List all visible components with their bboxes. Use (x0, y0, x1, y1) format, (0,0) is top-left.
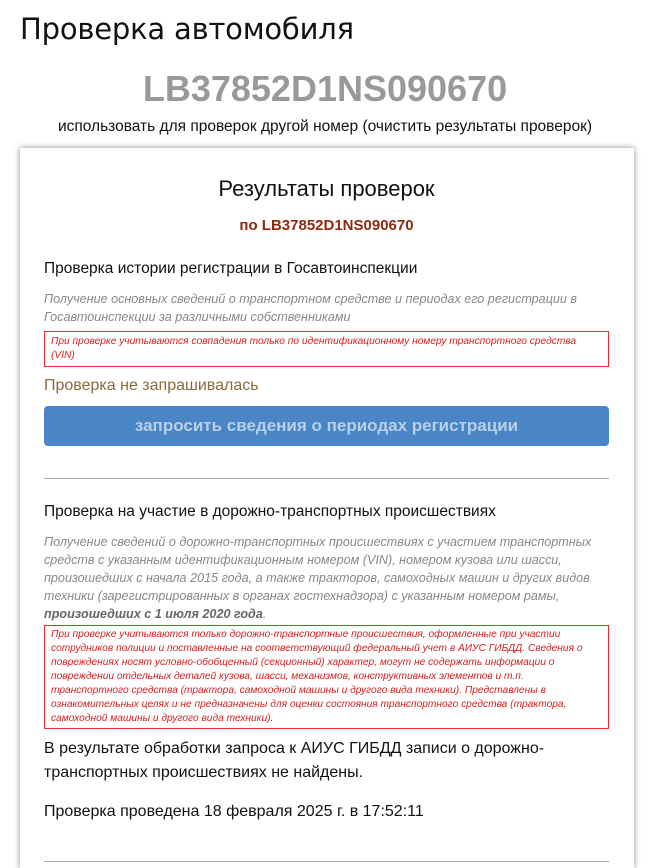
accidents-result: В результате обработки запроса к АИУС ГИБДД записи о дорожно-транспортных происшествиях не найдены. (44, 740, 545, 781)
accidents-section-title: Проверка на участие в дорожно-транспортных происшествиях (44, 503, 496, 520)
section-divider (44, 478, 609, 479)
vin-number: LB37852D1NS090670 (142, 68, 508, 109)
results-card (20, 148, 634, 868)
accidents-description-bold: произошедших с 1 июля 2020 года (44, 607, 263, 621)
accidents-description-end: . (262, 607, 267, 621)
clear-results-link[interactable]: использовать для проверок другой номер (очистить результаты проверок) (57, 118, 593, 135)
results-title: Результаты проверок (218, 176, 435, 201)
accidents-section (44, 503, 609, 821)
registration-section (44, 260, 609, 446)
accidents-timestamp: Проверка проведена 18 февраля 2025 г. в 17:52:11 (44, 803, 424, 820)
registration-description: Получение основных сведений о транспортном средстве и периодах его регистрации в Госавтоинспекции за различными собственниками (44, 292, 577, 324)
results-subtitle: по LB37852D1NS090670 (239, 217, 414, 234)
request-registration-button[interactable]: запросить сведения о периодах регистрации (44, 406, 609, 446)
accidents-description-text: Получение сведений о дорожно-транспортных происшествиях с участием транспортных средств с указанным идентификационным номером (VIN), номером кузова или шасси, произошедших с начала 2015 года, а также тракторов, самоходных машин и других видов техники (зарегистрированных в органах гостехнадзора) с указанным номером рамы, (44, 535, 592, 603)
page-title: Проверка автомобиля (20, 12, 354, 46)
registration-section-title: Проверка истории регистрации в Госавтоинспекции (44, 260, 418, 277)
registration-status: Проверка не запрашивалась (44, 377, 259, 394)
section-divider-bottom (44, 861, 609, 862)
registration-note: При проверке учитываются совпадения только по идентификационному номеру транспортного средства (VIN) (44, 331, 609, 367)
accidents-description (44, 533, 609, 623)
accidents-note: При проверке учитываются только дорожно-транспортные происшествия, оформленные при участии сотрудников полиции и поставленные на соответствующий федеральный учет в АИУС ГИБДД. Сведения о повреждениях носят условно-обобщенный (секционный) характер, могут не содержать информации о повреждении отдельных деталей кузова, шасси, механизмов, конструктивных элементов и т.п. транспортного средства (трактора, самоходной машины и другого вида техники). Представлены в ознакомительных целях и не предназначены для оценки состояния транспортного средства (трактора, самоходной машины и другого вида техники). (44, 625, 609, 729)
